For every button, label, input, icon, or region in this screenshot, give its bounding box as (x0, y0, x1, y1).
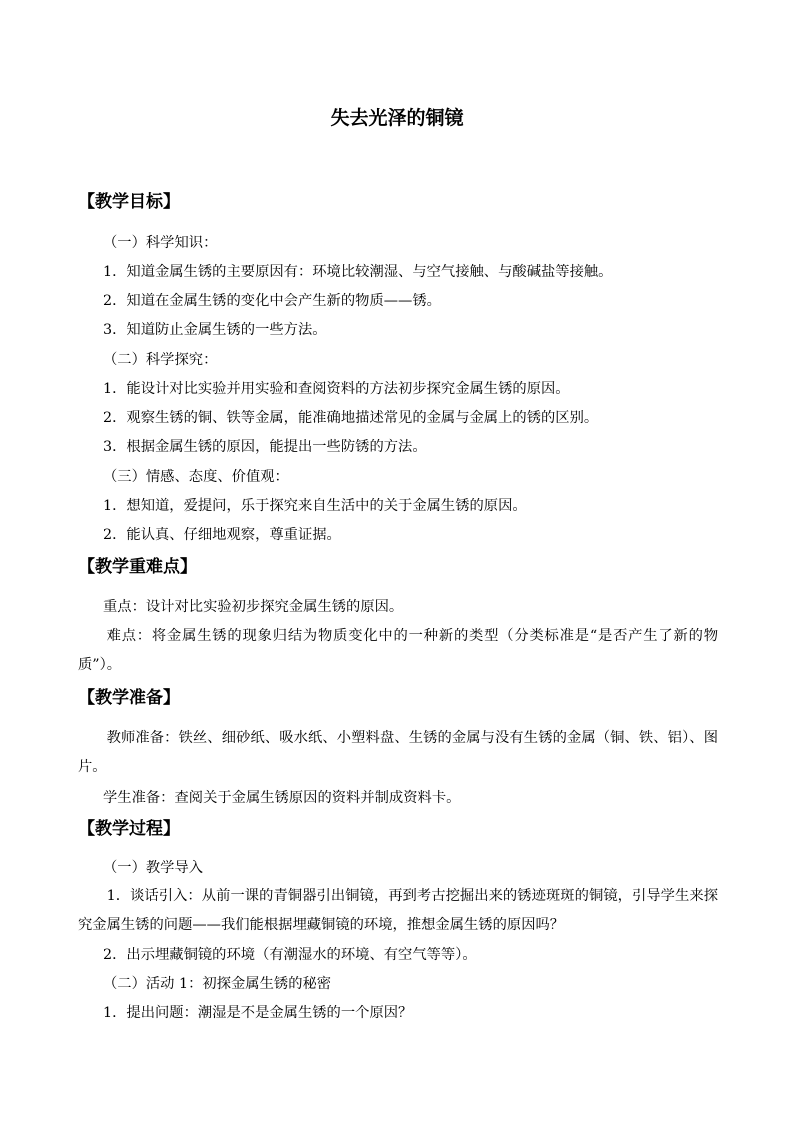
subheading-knowledge: （一）科学知识： (103, 235, 218, 251)
key-point-focus: 重点：设计对比实验初步探究金属生锈的原因。 (103, 599, 404, 615)
section-heading-key-points: 【教学重难点】 (78, 557, 197, 577)
list-item: 2．知道在金属生锈的变化中会产生新的物质——锈。 (103, 293, 441, 309)
list-item: 3．知道防止金属生锈的一些方法。 (103, 322, 327, 338)
process-activity-1-question: 1．提出问题：潮湿是不是金属生锈的一个原因？ (103, 1005, 413, 1021)
process-intro-1: 1．谈话引入：从前一课的青铜器引出铜镜，再到考古挖掘出来的锈迹斑斑的铜镜，引导学生来探究金属生锈的问题——我们能根据埋藏铜镜的环境，推想金属生锈的原因吗？ (78, 888, 718, 933)
preparation-student: 学生准备：查阅关于金属生锈原因的资料并制成资料卡。 (103, 790, 461, 806)
list-item: 1．知道金属生锈的主要原因有：环境比较潮湿、与空气接触、与酸碱盐等接触。 (103, 264, 613, 280)
subheading-intro: （一）教学导入 (103, 860, 204, 876)
list-item: 2．能认真、仔细地观察，尊重证据。 (103, 527, 341, 543)
subheading-attitude: （三）情感、态度、价值观： (103, 469, 289, 485)
process-intro-2: 2．出示埋藏铜镜的环境（有潮湿水的环境、有空气等等）。 (103, 947, 477, 963)
subheading-inquiry: （二）科学探究： (103, 352, 218, 368)
section-heading-process: 【教学过程】 (78, 819, 180, 839)
list-item: 2．观察生锈的铜、铁等金属，能准确地描述常见的金属与金属上的锈的区别。 (103, 410, 599, 426)
document-title: 失去光泽的铜镜 (330, 107, 464, 129)
list-item: 1．能设计对比实验并用实验和查阅资料的方法初步探究金属生锈的原因。 (103, 381, 570, 397)
list-item: 3．根据金属生锈的原因，能提出一些防锈的方法。 (103, 439, 427, 455)
list-item: 1．想知道，爱提问，乐于探究来自生活中的关于金属生锈的原因。 (103, 498, 527, 514)
preparation-teacher: 教师准备：铁丝、细砂纸、吸水纸、小塑料盘、生锈的金属与没有生锈的金属（铜、铁、铝）、图片。 (78, 730, 718, 775)
key-point-difficulty: 难点：将金属生锈的现象归结为物质变化中的一种新的类型（分类标准是“是否产生了新的物质”）。 (78, 628, 718, 673)
section-heading-preparation: 【教学准备】 (78, 688, 180, 708)
subheading-activity-1: （二）活动 1：初探金属生锈的秘密 (103, 976, 332, 992)
section-heading-goals: 【教学目标】 (78, 192, 180, 212)
